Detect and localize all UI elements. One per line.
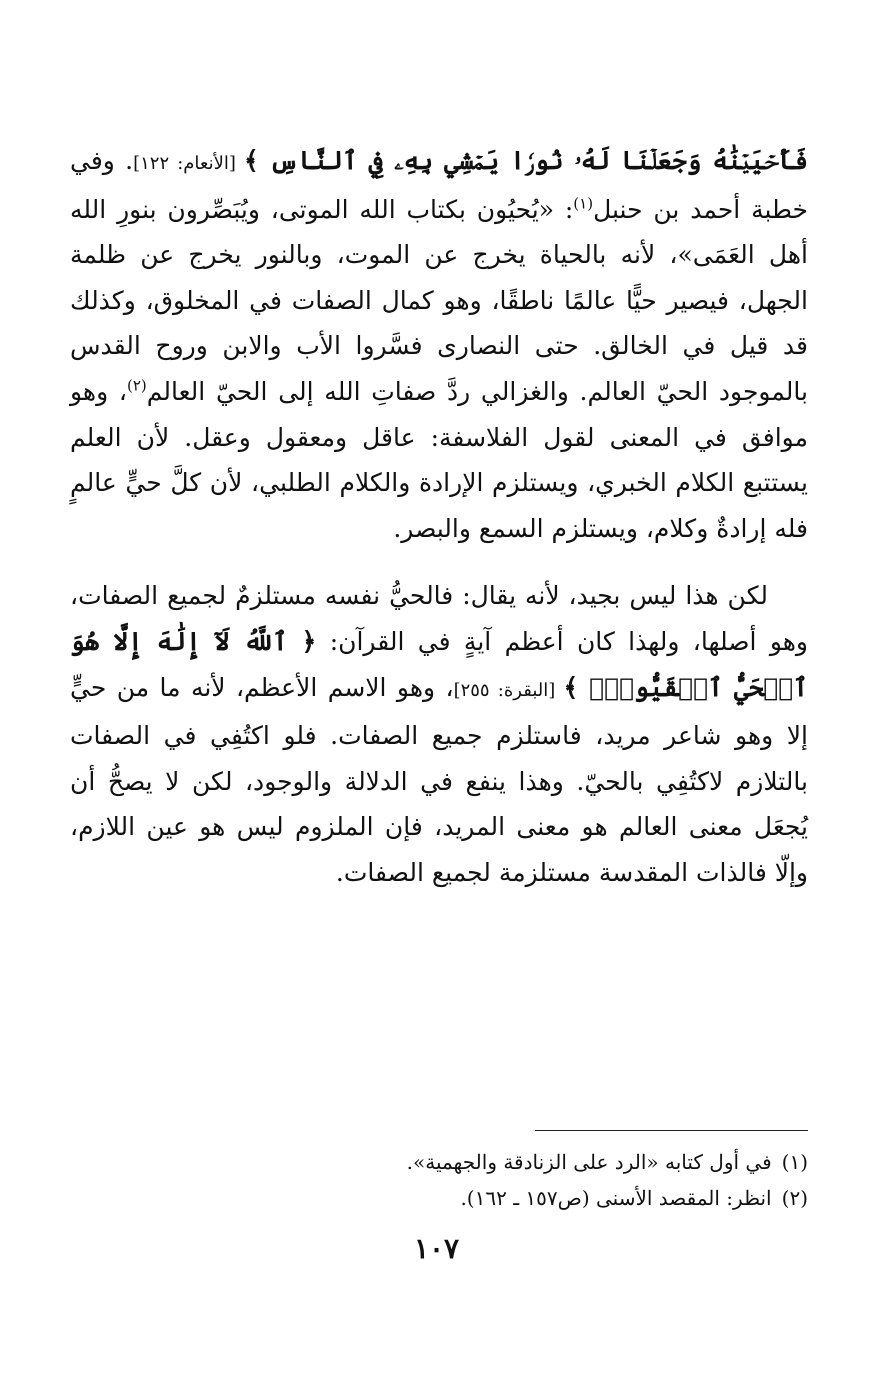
quran-verse-anam: فَأَحۡيَيۡنَٰهُ وَجَعَلۡنَا لَهُۥ نُورٗا يَمۡشِي بِهِۦ فِي ٱلنَّاسِ ﴾: [243, 146, 808, 175]
body-text: : «يُحيُون بكتاب الله الموتى، ويُبَصِّرون بنورِ الله أهل العَمَى»، لأنه بالحياة يخرج عن الموت، وبالنور يخرج عن ظلمة الجهل، فيصير حيًّا عالمًا ناطقًا، وهو كمال الصفات في المخلوق، وكذلك قد قيل في الخالق. حتى النصارى فسَّروا الأب والابن وروح القدس بالموجود الحيّ العالم. والغزالي ردَّ صفاتِ الله إلى الحيّ العالم: [70, 194, 808, 406]
footnote-text: انظر: المقصد الأسنى (ص١٥٧ ـ ١٦٢).: [460, 1186, 772, 1210]
footnote-1: [300, 1144, 808, 1180]
footnote-number: (٢): [781, 1186, 808, 1210]
footnote-2: [300, 1180, 808, 1216]
footnote-number: (١): [781, 1150, 808, 1174]
footnotes: [300, 1144, 808, 1216]
body-text: ، وهو الاسم الأعظم، لأنه ما من حيٍّ إلا وهو شاعر مريد، فاستلزم جميع الصفات. فلو اكتُفِي في الصفات بالتلازم لاكتُفِي بالحيّ. وهذا ينفع في الدلالة والوجود، لكن لا يصحُّ أن يُجعَل معنى العالم هو معنى المريد، فإن الملزوم ليس هو عين اللازم، وإلّا فالذات المقدسة مستلزمة لجميع الصفات.: [70, 672, 808, 887]
paragraph-2: [70, 573, 808, 895]
footnote-marker-2[interactable]: (٢): [126, 376, 147, 395]
paragraph-1: [70, 138, 808, 551]
body-text: ، وهو موافق في المعنى لقول الفلاسفة: عاقل ومعقول وعقل. لأن العلم يستتبع الكلام الخبري، ويستلزم الإرادة والكلام الطلبي، لأن كلَّ حيٍّ عالمٍ فله إرادةٌ وكلام، ويستلزم السمع والبصر.: [70, 376, 808, 543]
page-number: ١٠٧: [413, 1232, 460, 1265]
footnote-separator: [535, 1130, 808, 1131]
body-text: . وفي خطبة أحمد بن حنبل: [70, 146, 808, 224]
footnote-text: في أول كتابه «الرد على الزنادقة والجهمية».: [406, 1150, 772, 1174]
verse-reference-anam: [الأنعام: ١٢٢]: [133, 153, 244, 174]
main-text: [70, 138, 808, 896]
quran-verse-baqarah: ﴿ ٱللَّهُ لَآ إِلَٰهَ إِلَّا هُوَ ٱلۡحَيُّ ٱلۡقَيُّومُۚ ﴾: [70, 626, 808, 702]
body-text: لكن هذا ليس بجيد، لأنه يقال: فالحيُّ نفسه مستلزمٌ لجميع الصفات، وهو أصلها، ولهذا كان أعظم آيةٍ في القرآن:: [70, 581, 808, 656]
verse-reference-baqarah: [البقرة: ٢٥٥]: [453, 679, 564, 701]
footnote-marker-1[interactable]: (١): [573, 194, 594, 213]
